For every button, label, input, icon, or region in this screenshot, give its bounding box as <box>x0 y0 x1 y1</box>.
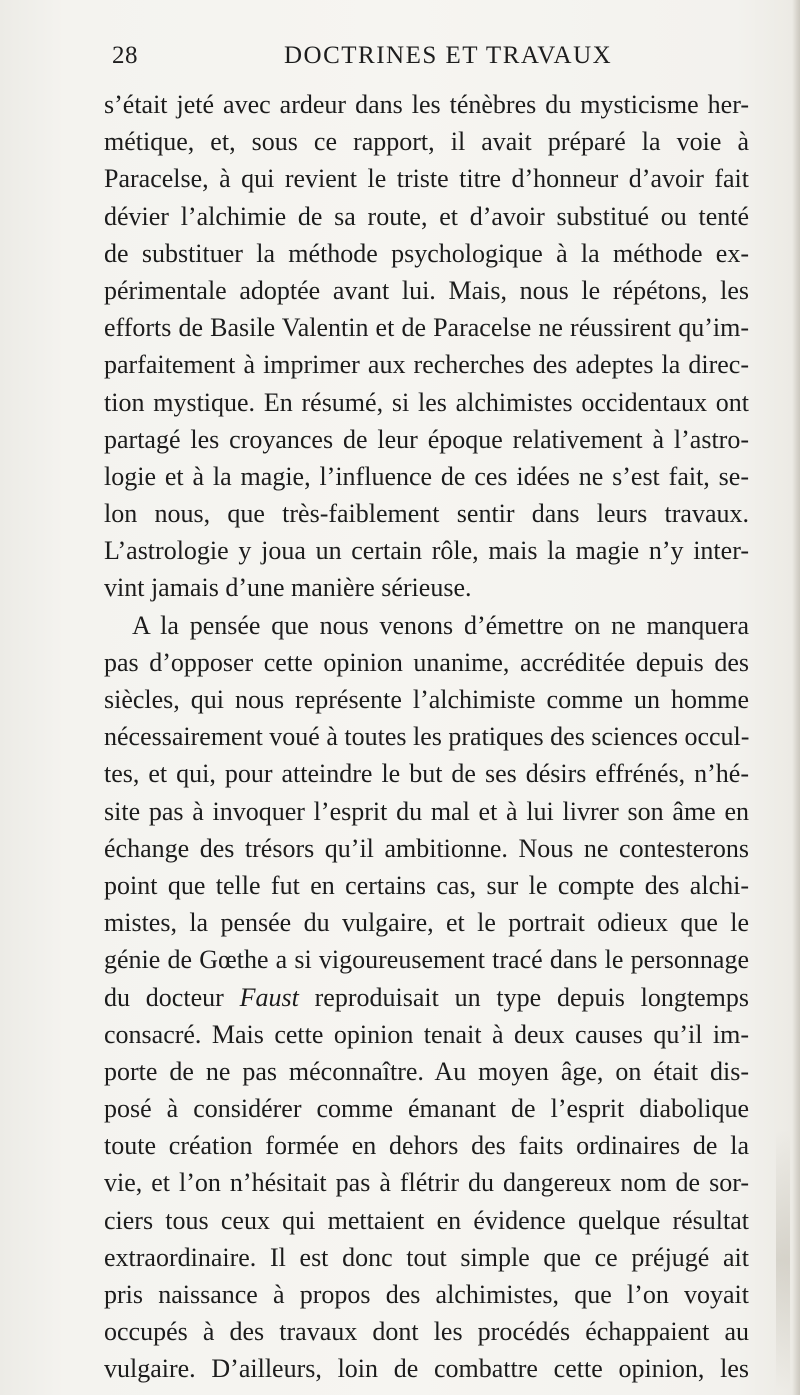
text-line: lon nous, que très-faiblement sentir dans leurs travaux. <box>104 499 749 529</box>
text-line: consacré. Mais cette opinion tenait à deux causes qu’il im- <box>104 1019 749 1049</box>
text-segment: reproduisait un type depuis longtemps <box>314 982 749 1012</box>
text-line: vint jamais d’une manière sérieuse. <box>104 573 472 603</box>
text-line: tion mystique. En résumé, si les alchimistes occidentaux ont <box>104 387 749 417</box>
page-edge-shadow <box>792 0 800 1395</box>
text-line: logie et à la magie, l’influence de ces idées ne s’est fait, se- <box>104 461 749 491</box>
italic-title: Faust <box>239 982 299 1012</box>
text-line: site pas à invoquer l’esprit du mal et à lui livrer son âme en <box>104 796 749 826</box>
text-line: L’astrologie y joua un certain rôle, mais la magie n’y inter- <box>104 536 749 566</box>
text-line: périmentale adoptée avant lui. Mais, nous le répétons, les <box>104 275 749 305</box>
text-line-with-italic <box>104 979 749 1016</box>
text-line: Paracelse, à qui revient le triste titre d’honneur d’avoir fait <box>104 164 749 194</box>
text-line: tes, et qui, pour atteindre le but de ses désirs effrénés, n’hé- <box>104 759 749 789</box>
running-title: DOCTRINES ET TRAVAUX <box>284 42 613 69</box>
text-line: vulgaire. D’ailleurs, loin de combattre cette opinion, les <box>104 1354 749 1384</box>
page-number: 28 <box>112 42 138 69</box>
text-line: pris naissance à propos des alchimistes, que l’on voyait <box>104 1280 749 1309</box>
text-segment: du docteur <box>104 982 224 1012</box>
page-header <box>112 42 732 82</box>
text-line: échange des trésors qu’il ambitionne. Nous ne contesterons <box>104 833 749 863</box>
text-line: toute création formée en dehors des faits ordinaires de la <box>104 1131 749 1161</box>
text-line: partagé les croyances de leur époque relativement à l’astro- <box>104 424 749 454</box>
text-line: ciers tous ceux qui mettaient en évidence quelque résultat <box>104 1205 749 1235</box>
text-line: siècles, qui nous représente l’alchimiste comme un homme <box>104 685 749 714</box>
body-text <box>104 86 749 1388</box>
text-line: extraordinaire. Il est donc tout simple que ce préjugé ait <box>104 1242 749 1272</box>
text-line: pas d’opposer cette opinion unanime, accréditée depuis des <box>104 647 749 677</box>
text-line: dévier l’alchimie de sa route, et d’avoir substitué ou tenté <box>104 201 749 231</box>
text-line: métique, et, sous ce rapport, il avait préparé la voie à <box>104 127 749 157</box>
text-line: efforts de Basile Valentin et de Paracelse ne réussirent qu’im- <box>104 313 749 343</box>
text-line: génie de Gœthe a si vigoureusement tracé dans le personnage <box>104 945 749 975</box>
text-line: occupés à des travaux dont les procédés échappaient au <box>104 1317 749 1347</box>
text-line: A la pensée que nous venons d’émettre on ne manquera <box>132 610 749 640</box>
text-line: point que telle fut en certains cas, sur le compte des alchi- <box>104 870 749 900</box>
text-line: porte de ne pas méconnaître. Au moyen âge, on était dis- <box>104 1056 749 1086</box>
text-line: de substituer la méthode psychologique à la méthode ex- <box>104 238 749 268</box>
text-line: parfaitement à imprimer aux recherches des adeptes la direc- <box>104 350 749 380</box>
text-line: s’était jeté avec ardeur dans les ténèbres du mysticisme her- <box>104 90 749 119</box>
paper-smudge <box>776 1130 790 1390</box>
text-line: nécessairement voué à toutes les pratiques des sciences occul- <box>104 722 750 752</box>
text-line: vie, et l’on n’hésitait pas à flétrir du dangereux nom de sor- <box>104 1168 749 1198</box>
text-line: posé à considérer comme émanant de l’esprit diabolique <box>104 1094 749 1124</box>
text-line: mistes, la pensée du vulgaire, et le portrait odieux que le <box>104 908 749 938</box>
